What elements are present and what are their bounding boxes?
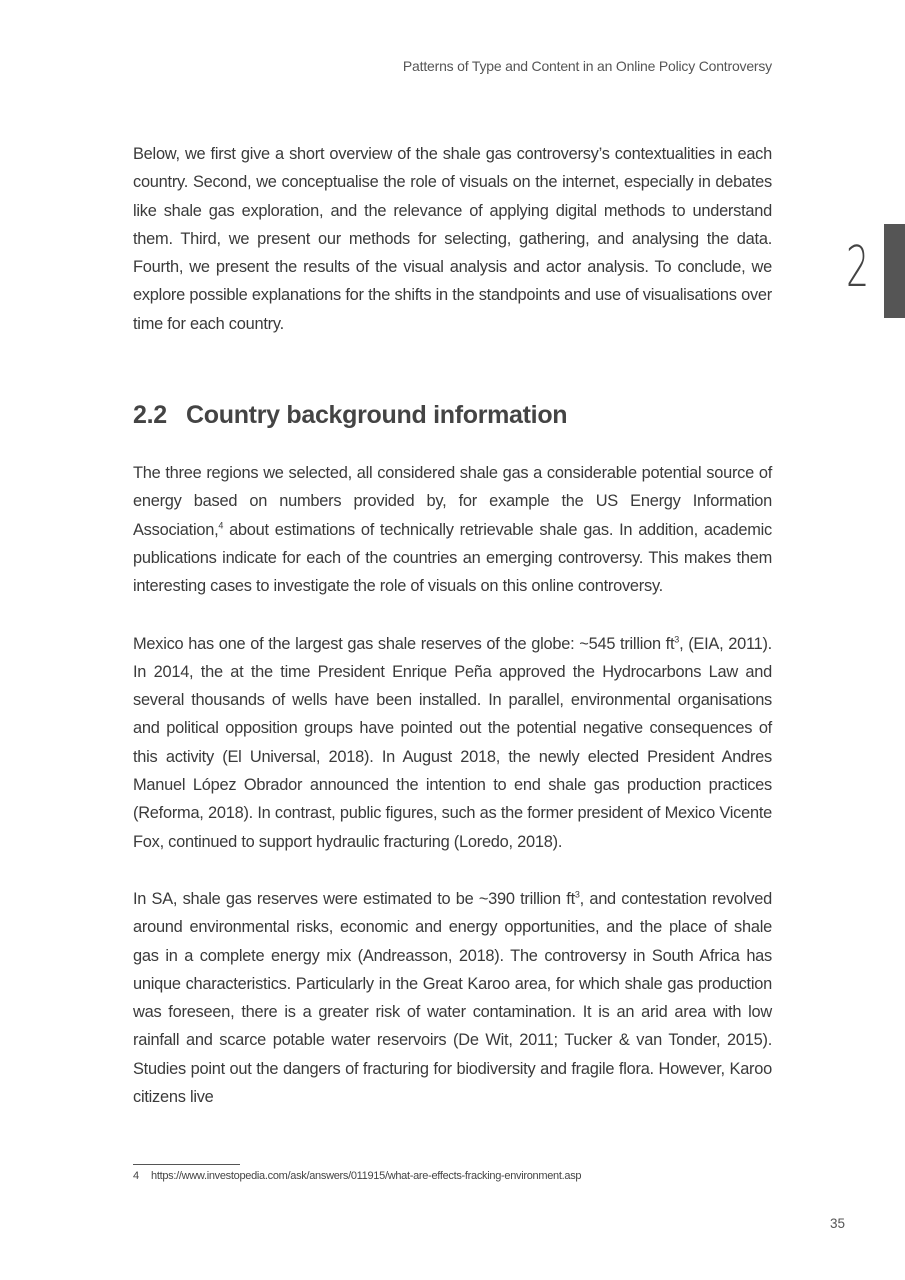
- footnote-number: 4: [133, 1170, 139, 1182]
- main-content: [133, 140, 772, 1111]
- section-title: Country background information: [186, 401, 568, 430]
- paragraph-text: , (EIA, 2011). In 2014, the at the time President Enrique Peña approved the Hydrocarbons Law and several thousands of wells have been installed. In parallel, environmental organisations and political opposition groups have pointed out the potential negative consequences of this activity (El Universal, 2018). In August 2018, the newly elected President Andres Manuel López Obrador announced the intention to end shale gas production practices (Reforma, 2018). In contrast, public figures, such as the former president of Mexico Vicente Fox, continued to support hydraulic fracturing (Loredo, 2018).: [133, 634, 772, 851]
- superscript: 3: [674, 634, 680, 645]
- paragraph-text: , and contestation revolved around environmental risks, economic and energy opportunities, and the place of shale gas in a complete energy mix (Andreasson, 2018). The controversy in South Africa has unique characteristics. Particularly in the Great Karoo area, for which shale gas production was foreseen, there is a greater risk of water contamination. It is an arid area with low rainfall and scarce potable water reservoirs (De Wit, 2011; Tucker & van Tonder, 2015). Studies point out the dangers of fracturing for biodiversity and fragile flora. However, Karoo citizens live: [133, 889, 772, 1107]
- running-header: Patterns of Type and Content in an Online Policy Controversy: [402, 58, 772, 74]
- paragraph-regions: [133, 459, 772, 600]
- paragraph-text: The three regions we selected, all considered shale gas a considerable potential source of energy based on numbers provided by, for example the US Energy Information Association,: [133, 464, 772, 539]
- section-heading: [133, 400, 772, 430]
- intro-paragraph: Below, we first give a short overview of the shale gas controversy’s contextualities in each country. Second, we conceptualise the role of visuals on the internet, especially in debates like shale gas exploration, and the relevance of applying digital methods to understand them. Third, we present our methods for selecting, gathering, and analysing the data. Fourth, we present the results of the visual analysis and actor analysis. To conclude, we explore possible explanations for the shifts in the standpoints and use of visualisations over time for each country.: [133, 145, 772, 333]
- paragraph-text: Mexico has one of the largest gas shale reserves of the globe: ~545 trillion ft: [133, 634, 675, 653]
- section-number: 2.2: [133, 401, 167, 430]
- chapter-number: 2: [846, 235, 870, 300]
- paragraph-text: about estimations of technically retrievable shale gas. In addition, academic publications indicate for each of the countries an emerging controversy. This makes them interesting cases to investigate the role of visuals on this online controversy.: [133, 520, 772, 596]
- paragraph-text: In SA, shale gas reserves were estimated to be ~390 trillion ft: [133, 889, 575, 908]
- paragraph-mexico: [133, 630, 772, 856]
- footnote-divider: [133, 1164, 240, 1165]
- page-number: 35: [830, 1216, 846, 1231]
- superscript: 3: [574, 889, 580, 900]
- chapter-tab: [884, 224, 905, 318]
- footnote-reference: 4: [218, 520, 224, 531]
- footnote-link[interactable]: https://www.investopedia.com/ask/answers/011915/what-are-effects-fracking-environment.asp: [151, 1170, 582, 1182]
- footnote: [133, 1170, 581, 1182]
- paragraph-south-africa: [133, 885, 772, 1111]
